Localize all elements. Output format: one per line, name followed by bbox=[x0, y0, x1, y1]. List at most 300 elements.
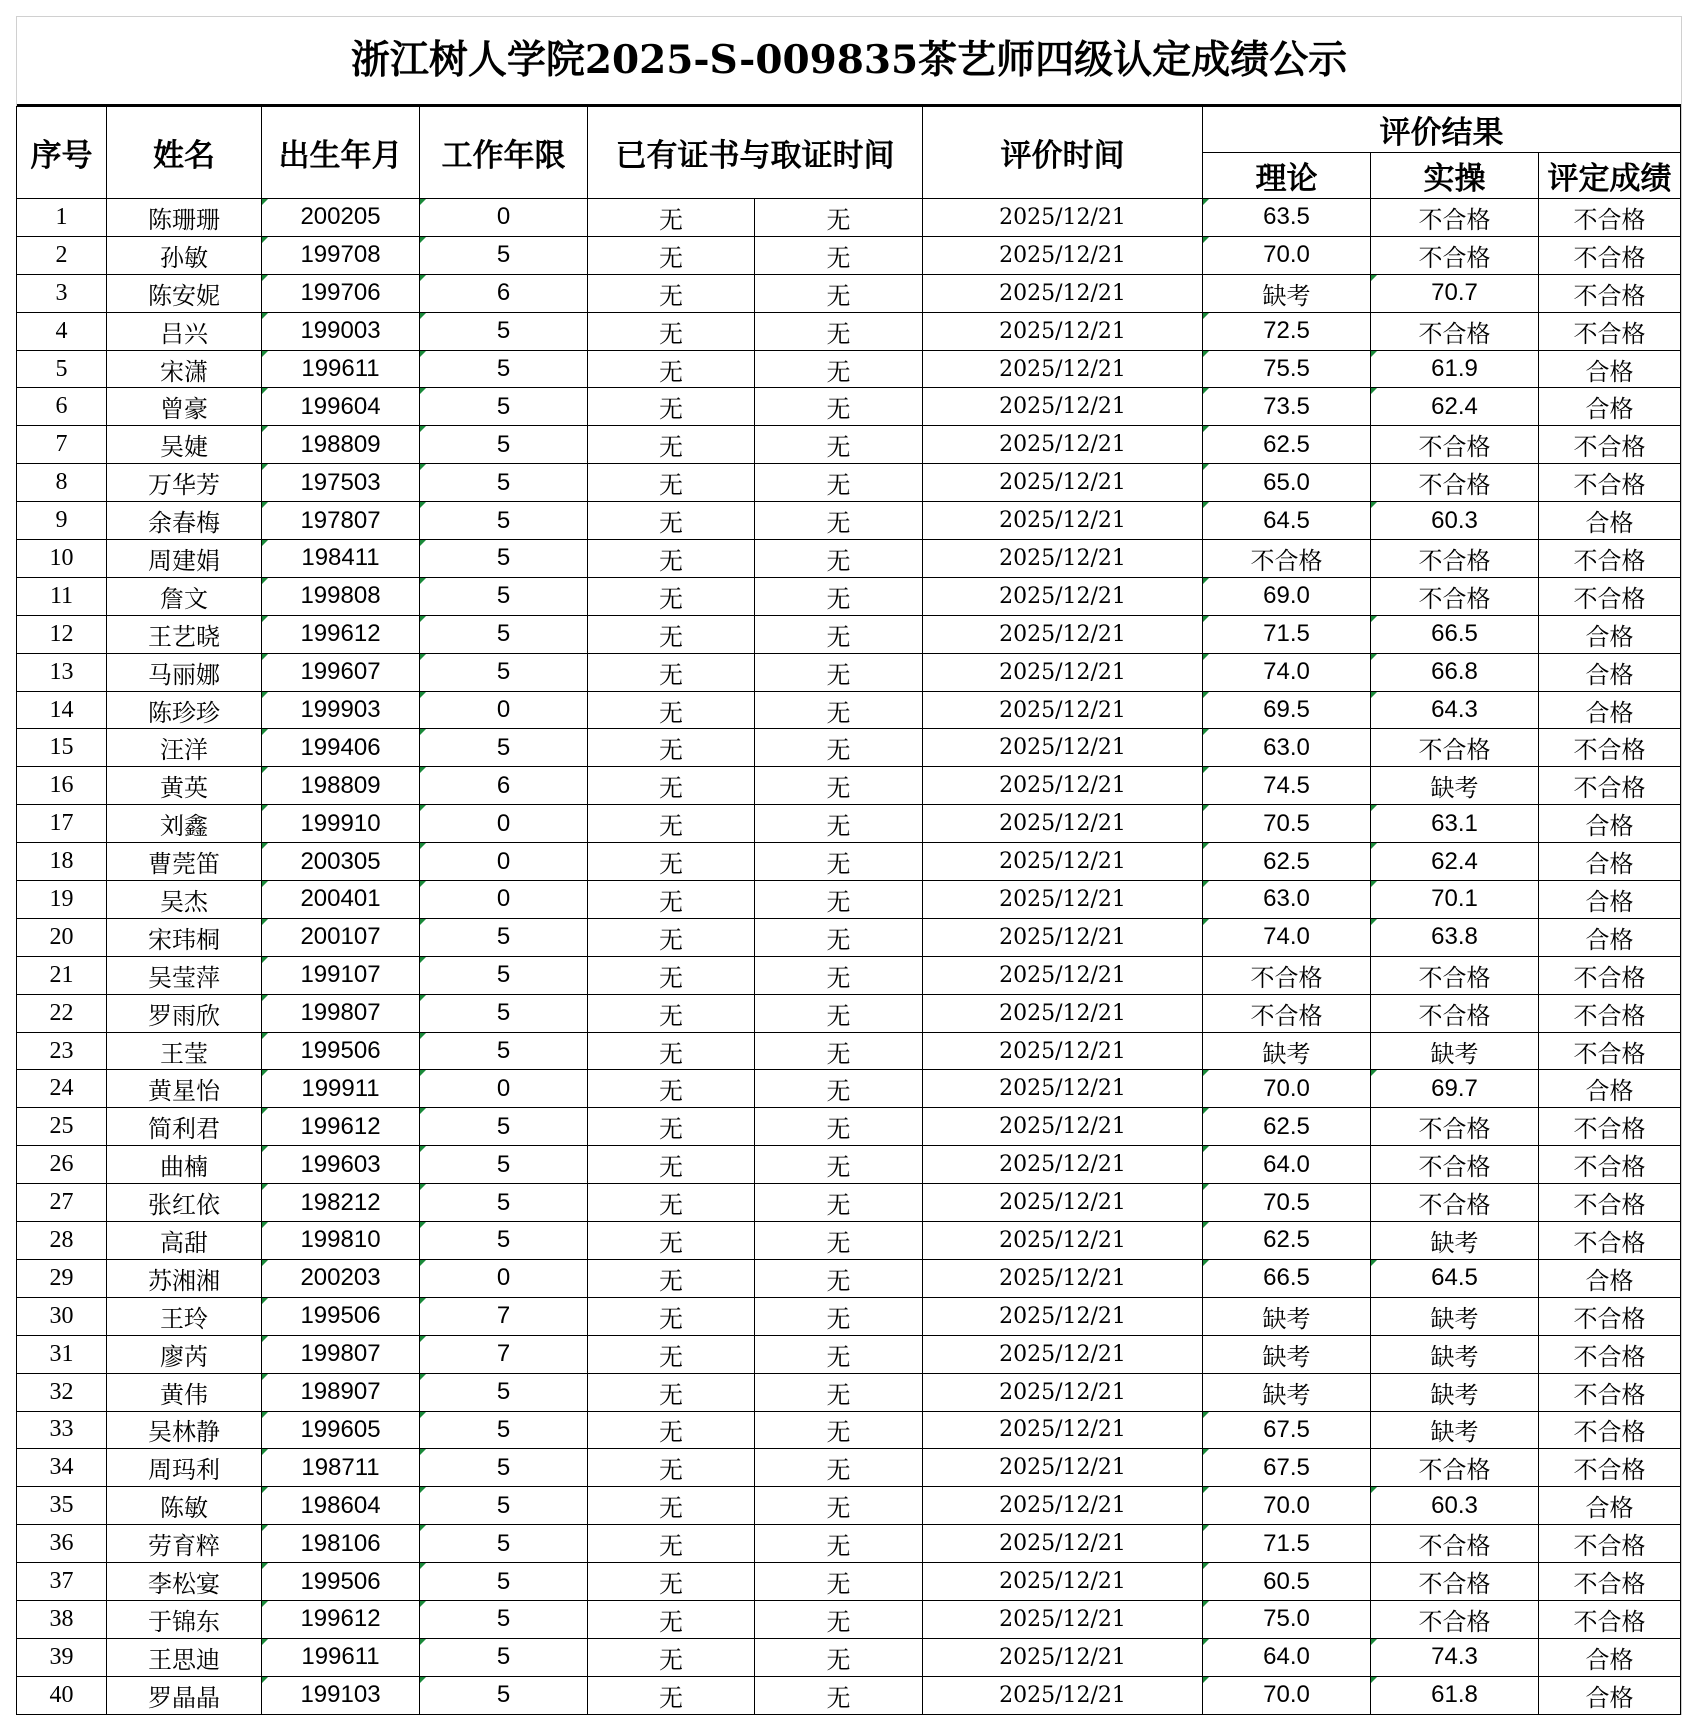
cell-final[interactable]: 合格 bbox=[1539, 691, 1681, 729]
cell-theory[interactable]: 62.5 bbox=[1203, 843, 1371, 881]
cell-certificate[interactable]: 无 bbox=[588, 1335, 755, 1373]
cell-final[interactable]: 不合格 bbox=[1539, 464, 1681, 502]
cell-eval-date[interactable]: 2025/12/21 bbox=[923, 274, 1203, 312]
cell-seq[interactable]: 11 bbox=[17, 577, 107, 615]
cell-work-years[interactable]: 7 bbox=[420, 1335, 588, 1373]
cell-certificate[interactable]: 无 bbox=[588, 729, 755, 767]
cell-birth[interactable]: 199605 bbox=[262, 1411, 420, 1449]
cell-seq[interactable]: 19 bbox=[17, 881, 107, 919]
cell-theory[interactable]: 74.5 bbox=[1203, 767, 1371, 805]
cell-name[interactable]: 万华芳 bbox=[107, 464, 262, 502]
cell-practice[interactable]: 不合格 bbox=[1371, 1563, 1539, 1601]
cell-certificate-time[interactable]: 无 bbox=[755, 1676, 923, 1714]
cell-birth[interactable]: 197503 bbox=[262, 464, 420, 502]
cell-certificate[interactable]: 无 bbox=[588, 1032, 755, 1070]
cell-certificate-time[interactable]: 无 bbox=[755, 1070, 923, 1108]
cell-work-years[interactable]: 5 bbox=[420, 1411, 588, 1449]
table-row[interactable] bbox=[17, 1373, 1681, 1411]
table-row[interactable] bbox=[17, 956, 1681, 994]
cell-seq[interactable]: 2 bbox=[17, 236, 107, 274]
cell-name[interactable]: 孙敏 bbox=[107, 236, 262, 274]
cell-seq[interactable]: 17 bbox=[17, 805, 107, 843]
cell-final[interactable]: 不合格 bbox=[1539, 1032, 1681, 1070]
cell-theory[interactable]: 62.5 bbox=[1203, 1108, 1371, 1146]
cell-name[interactable]: 宋玮桐 bbox=[107, 918, 262, 956]
cell-certificate[interactable]: 无 bbox=[588, 767, 755, 805]
cell-work-years[interactable]: 5 bbox=[420, 577, 588, 615]
cell-final[interactable]: 不合格 bbox=[1539, 1297, 1681, 1335]
table-row[interactable] bbox=[17, 1676, 1681, 1714]
cell-work-years[interactable]: 5 bbox=[420, 1184, 588, 1222]
cell-certificate[interactable]: 无 bbox=[588, 426, 755, 464]
cell-name[interactable]: 余春梅 bbox=[107, 502, 262, 540]
table-row[interactable] bbox=[17, 653, 1681, 691]
cell-name[interactable]: 陈敏 bbox=[107, 1487, 262, 1525]
cell-theory[interactable]: 71.5 bbox=[1203, 615, 1371, 653]
cell-certificate-time[interactable]: 无 bbox=[755, 350, 923, 388]
cell-work-years[interactable]: 5 bbox=[420, 956, 588, 994]
cell-certificate-time[interactable]: 无 bbox=[755, 729, 923, 767]
cell-certificate[interactable]: 无 bbox=[588, 1563, 755, 1601]
cell-seq[interactable]: 9 bbox=[17, 502, 107, 540]
cell-birth[interactable]: 199706 bbox=[262, 274, 420, 312]
cell-eval-date[interactable]: 2025/12/21 bbox=[923, 502, 1203, 540]
cell-theory[interactable]: 缺考 bbox=[1203, 1032, 1371, 1070]
cell-birth[interactable]: 199406 bbox=[262, 729, 420, 767]
cell-practice[interactable]: 61.9 bbox=[1371, 350, 1539, 388]
cell-eval-date[interactable]: 2025/12/21 bbox=[923, 1032, 1203, 1070]
cell-certificate[interactable]: 无 bbox=[588, 691, 755, 729]
cell-eval-date[interactable]: 2025/12/21 bbox=[923, 1222, 1203, 1260]
cell-certificate[interactable]: 无 bbox=[588, 502, 755, 540]
cell-work-years[interactable]: 5 bbox=[420, 1600, 588, 1638]
cell-certificate-time[interactable]: 无 bbox=[755, 691, 923, 729]
cell-eval-date[interactable]: 2025/12/21 bbox=[923, 199, 1203, 237]
table-row[interactable] bbox=[17, 1638, 1681, 1676]
cell-theory[interactable]: 70.0 bbox=[1203, 236, 1371, 274]
cell-birth[interactable]: 199807 bbox=[262, 994, 420, 1032]
cell-name[interactable]: 于锦东 bbox=[107, 1600, 262, 1638]
cell-eval-date[interactable]: 2025/12/21 bbox=[923, 1676, 1203, 1714]
cell-certificate-time[interactable]: 无 bbox=[755, 236, 923, 274]
cell-eval-date[interactable]: 2025/12/21 bbox=[923, 956, 1203, 994]
cell-birth[interactable]: 198907 bbox=[262, 1373, 420, 1411]
cell-theory[interactable]: 70.0 bbox=[1203, 1070, 1371, 1108]
cell-eval-date[interactable]: 2025/12/21 bbox=[923, 653, 1203, 691]
cell-practice[interactable]: 66.8 bbox=[1371, 653, 1539, 691]
cell-final[interactable]: 合格 bbox=[1539, 388, 1681, 426]
cell-practice[interactable]: 缺考 bbox=[1371, 1411, 1539, 1449]
cell-certificate[interactable]: 无 bbox=[588, 1222, 755, 1260]
cell-practice[interactable]: 不合格 bbox=[1371, 994, 1539, 1032]
cell-final[interactable]: 不合格 bbox=[1539, 729, 1681, 767]
cell-final[interactable]: 不合格 bbox=[1539, 767, 1681, 805]
cell-birth[interactable]: 198106 bbox=[262, 1525, 420, 1563]
cell-work-years[interactable]: 0 bbox=[420, 843, 588, 881]
cell-final[interactable]: 合格 bbox=[1539, 918, 1681, 956]
cell-eval-date[interactable]: 2025/12/21 bbox=[923, 464, 1203, 502]
cell-seq[interactable]: 6 bbox=[17, 388, 107, 426]
cell-seq[interactable]: 39 bbox=[17, 1638, 107, 1676]
cell-name[interactable]: 曹莞笛 bbox=[107, 843, 262, 881]
cell-seq[interactable]: 29 bbox=[17, 1259, 107, 1297]
header-name[interactable]: 姓名 bbox=[107, 107, 262, 199]
cell-work-years[interactable]: 5 bbox=[420, 994, 588, 1032]
cell-certificate-time[interactable]: 无 bbox=[755, 1525, 923, 1563]
cell-final[interactable]: 不合格 bbox=[1539, 994, 1681, 1032]
cell-certificate-time[interactable]: 无 bbox=[755, 1335, 923, 1373]
cell-practice[interactable]: 66.5 bbox=[1371, 615, 1539, 653]
table-row[interactable] bbox=[17, 1070, 1681, 1108]
cell-eval-date[interactable]: 2025/12/21 bbox=[923, 994, 1203, 1032]
cell-certificate[interactable]: 无 bbox=[588, 843, 755, 881]
table-row[interactable] bbox=[17, 1297, 1681, 1335]
cell-eval-date[interactable]: 2025/12/21 bbox=[923, 388, 1203, 426]
cell-practice[interactable]: 不合格 bbox=[1371, 540, 1539, 578]
cell-certificate-time[interactable]: 无 bbox=[755, 1600, 923, 1638]
cell-final[interactable]: 不合格 bbox=[1539, 1411, 1681, 1449]
cell-birth[interactable]: 199003 bbox=[262, 312, 420, 350]
cell-practice[interactable]: 不合格 bbox=[1371, 1146, 1539, 1184]
cell-theory[interactable]: 缺考 bbox=[1203, 1297, 1371, 1335]
cell-final[interactable]: 不合格 bbox=[1539, 956, 1681, 994]
cell-certificate[interactable]: 无 bbox=[588, 1525, 755, 1563]
table-row[interactable] bbox=[17, 274, 1681, 312]
cell-practice[interactable]: 不合格 bbox=[1371, 1184, 1539, 1222]
cell-certificate[interactable]: 无 bbox=[588, 1108, 755, 1146]
cell-seq[interactable]: 34 bbox=[17, 1449, 107, 1487]
cell-work-years[interactable]: 0 bbox=[420, 881, 588, 919]
cell-work-years[interactable]: 5 bbox=[420, 502, 588, 540]
cell-name[interactable]: 吴林静 bbox=[107, 1411, 262, 1449]
cell-theory[interactable]: 65.0 bbox=[1203, 464, 1371, 502]
cell-practice[interactable]: 60.3 bbox=[1371, 502, 1539, 540]
cell-certificate[interactable]: 无 bbox=[588, 1676, 755, 1714]
table-row[interactable] bbox=[17, 881, 1681, 919]
cell-work-years[interactable]: 5 bbox=[420, 312, 588, 350]
cell-eval-date[interactable]: 2025/12/21 bbox=[923, 1146, 1203, 1184]
table-row[interactable] bbox=[17, 1146, 1681, 1184]
cell-practice[interactable]: 不合格 bbox=[1371, 1108, 1539, 1146]
cell-name[interactable]: 廖芮 bbox=[107, 1335, 262, 1373]
cell-name[interactable]: 黄星怡 bbox=[107, 1070, 262, 1108]
cell-certificate-time[interactable]: 无 bbox=[755, 805, 923, 843]
cell-birth[interactable]: 198411 bbox=[262, 540, 420, 578]
cell-eval-date[interactable]: 2025/12/21 bbox=[923, 1600, 1203, 1638]
cell-work-years[interactable]: 5 bbox=[420, 426, 588, 464]
cell-birth[interactable]: 198809 bbox=[262, 426, 420, 464]
table-row[interactable] bbox=[17, 1449, 1681, 1487]
cell-name[interactable]: 陈安妮 bbox=[107, 274, 262, 312]
table-row[interactable] bbox=[17, 577, 1681, 615]
cell-eval-date[interactable]: 2025/12/21 bbox=[923, 691, 1203, 729]
cell-work-years[interactable]: 5 bbox=[420, 1449, 588, 1487]
cell-practice[interactable]: 不合格 bbox=[1371, 426, 1539, 464]
cell-theory[interactable]: 缺考 bbox=[1203, 1373, 1371, 1411]
cell-certificate-time[interactable]: 无 bbox=[755, 767, 923, 805]
cell-certificate[interactable]: 无 bbox=[588, 1297, 755, 1335]
cell-name[interactable]: 曾豪 bbox=[107, 388, 262, 426]
cell-certificate[interactable]: 无 bbox=[588, 540, 755, 578]
cell-eval-date[interactable]: 2025/12/21 bbox=[923, 805, 1203, 843]
cell-theory[interactable]: 66.5 bbox=[1203, 1259, 1371, 1297]
cell-work-years[interactable]: 5 bbox=[420, 1146, 588, 1184]
table-row[interactable] bbox=[17, 843, 1681, 881]
cell-theory[interactable]: 63.0 bbox=[1203, 881, 1371, 919]
cell-work-years[interactable]: 0 bbox=[420, 691, 588, 729]
cell-certificate-time[interactable]: 无 bbox=[755, 388, 923, 426]
cell-seq[interactable]: 32 bbox=[17, 1373, 107, 1411]
cell-certificate-time[interactable]: 无 bbox=[755, 956, 923, 994]
cell-certificate[interactable]: 无 bbox=[588, 464, 755, 502]
cell-birth[interactable]: 198711 bbox=[262, 1449, 420, 1487]
cell-certificate[interactable]: 无 bbox=[588, 1184, 755, 1222]
header-certificate[interactable]: 已有证书与取证时间 bbox=[588, 107, 923, 199]
cell-name[interactable]: 周玛利 bbox=[107, 1449, 262, 1487]
cell-certificate[interactable]: 无 bbox=[588, 312, 755, 350]
cell-birth[interactable]: 200305 bbox=[262, 843, 420, 881]
table-row[interactable] bbox=[17, 767, 1681, 805]
cell-birth[interactable]: 199611 bbox=[262, 350, 420, 388]
cell-eval-date[interactable]: 2025/12/21 bbox=[923, 1525, 1203, 1563]
header-final[interactable]: 评定成绩 bbox=[1539, 153, 1681, 199]
cell-practice[interactable]: 不合格 bbox=[1371, 1449, 1539, 1487]
cell-seq[interactable]: 20 bbox=[17, 918, 107, 956]
cell-certificate-time[interactable]: 无 bbox=[755, 994, 923, 1032]
cell-certificate[interactable]: 无 bbox=[588, 1449, 755, 1487]
table-row[interactable] bbox=[17, 729, 1681, 767]
table-row[interactable] bbox=[17, 691, 1681, 729]
cell-practice[interactable]: 69.7 bbox=[1371, 1070, 1539, 1108]
cell-practice[interactable]: 70.7 bbox=[1371, 274, 1539, 312]
cell-birth[interactable]: 199903 bbox=[262, 691, 420, 729]
cell-seq[interactable]: 18 bbox=[17, 843, 107, 881]
cell-birth[interactable]: 199506 bbox=[262, 1297, 420, 1335]
cell-birth[interactable]: 199603 bbox=[262, 1146, 420, 1184]
cell-theory[interactable]: 67.5 bbox=[1203, 1449, 1371, 1487]
cell-final[interactable]: 合格 bbox=[1539, 1259, 1681, 1297]
cell-work-years[interactable]: 6 bbox=[420, 767, 588, 805]
cell-work-years[interactable]: 5 bbox=[420, 615, 588, 653]
table-row[interactable] bbox=[17, 1525, 1681, 1563]
cell-final[interactable]: 不合格 bbox=[1539, 577, 1681, 615]
cell-eval-date[interactable]: 2025/12/21 bbox=[923, 615, 1203, 653]
cell-name[interactable]: 周建娟 bbox=[107, 540, 262, 578]
cell-practice[interactable]: 不合格 bbox=[1371, 729, 1539, 767]
cell-eval-date[interactable]: 2025/12/21 bbox=[923, 729, 1203, 767]
cell-seq[interactable]: 16 bbox=[17, 767, 107, 805]
cell-certificate-time[interactable]: 无 bbox=[755, 502, 923, 540]
cell-practice[interactable]: 63.8 bbox=[1371, 918, 1539, 956]
cell-eval-date[interactable]: 2025/12/21 bbox=[923, 426, 1203, 464]
cell-work-years[interactable]: 5 bbox=[420, 388, 588, 426]
cell-theory[interactable]: 70.5 bbox=[1203, 1184, 1371, 1222]
cell-work-years[interactable]: 0 bbox=[420, 199, 588, 237]
cell-name[interactable]: 王玲 bbox=[107, 1297, 262, 1335]
cell-certificate[interactable]: 无 bbox=[588, 274, 755, 312]
cell-certificate[interactable]: 无 bbox=[588, 577, 755, 615]
cell-practice[interactable]: 不合格 bbox=[1371, 312, 1539, 350]
cell-theory[interactable]: 64.5 bbox=[1203, 502, 1371, 540]
cell-work-years[interactable]: 5 bbox=[420, 1638, 588, 1676]
cell-name[interactable]: 罗晶晶 bbox=[107, 1676, 262, 1714]
cell-certificate-time[interactable]: 无 bbox=[755, 1373, 923, 1411]
cell-birth[interactable]: 200205 bbox=[262, 199, 420, 237]
cell-eval-date[interactable]: 2025/12/21 bbox=[923, 881, 1203, 919]
cell-certificate[interactable]: 无 bbox=[588, 1638, 755, 1676]
cell-name[interactable]: 王艺晓 bbox=[107, 615, 262, 653]
cell-name[interactable]: 汪洋 bbox=[107, 729, 262, 767]
cell-final[interactable]: 合格 bbox=[1539, 843, 1681, 881]
cell-theory[interactable]: 75.5 bbox=[1203, 350, 1371, 388]
cell-eval-date[interactable]: 2025/12/21 bbox=[923, 350, 1203, 388]
cell-theory[interactable]: 62.5 bbox=[1203, 1222, 1371, 1260]
cell-practice[interactable]: 不合格 bbox=[1371, 577, 1539, 615]
cell-work-years[interactable]: 0 bbox=[420, 1070, 588, 1108]
cell-certificate[interactable]: 无 bbox=[588, 881, 755, 919]
cell-certificate-time[interactable]: 无 bbox=[755, 1146, 923, 1184]
cell-final[interactable]: 合格 bbox=[1539, 881, 1681, 919]
cell-seq[interactable]: 30 bbox=[17, 1297, 107, 1335]
cell-eval-date[interactable]: 2025/12/21 bbox=[923, 1108, 1203, 1146]
cell-birth[interactable]: 200203 bbox=[262, 1259, 420, 1297]
table-row[interactable] bbox=[17, 1222, 1681, 1260]
cell-seq[interactable]: 28 bbox=[17, 1222, 107, 1260]
cell-practice[interactable]: 70.1 bbox=[1371, 881, 1539, 919]
cell-work-years[interactable]: 6 bbox=[420, 274, 588, 312]
cell-name[interactable]: 吴杰 bbox=[107, 881, 262, 919]
cell-certificate-time[interactable]: 无 bbox=[755, 1563, 923, 1601]
cell-work-years[interactable]: 5 bbox=[420, 464, 588, 502]
cell-work-years[interactable]: 5 bbox=[420, 1563, 588, 1601]
cell-certificate[interactable]: 无 bbox=[588, 1373, 755, 1411]
cell-theory[interactable]: 74.0 bbox=[1203, 653, 1371, 691]
cell-certificate[interactable]: 无 bbox=[588, 805, 755, 843]
cell-practice[interactable]: 62.4 bbox=[1371, 843, 1539, 881]
cell-name[interactable]: 李松宴 bbox=[107, 1563, 262, 1601]
cell-certificate-time[interactable]: 无 bbox=[755, 1487, 923, 1525]
cell-practice[interactable]: 缺考 bbox=[1371, 1032, 1539, 1070]
cell-certificate[interactable]: 无 bbox=[588, 388, 755, 426]
cell-seq[interactable]: 15 bbox=[17, 729, 107, 767]
cell-name[interactable]: 黄伟 bbox=[107, 1373, 262, 1411]
table-row[interactable] bbox=[17, 464, 1681, 502]
cell-seq[interactable]: 21 bbox=[17, 956, 107, 994]
cell-name[interactable]: 王思迪 bbox=[107, 1638, 262, 1676]
cell-final[interactable]: 合格 bbox=[1539, 615, 1681, 653]
table-row[interactable] bbox=[17, 1032, 1681, 1070]
cell-name[interactable]: 吕兴 bbox=[107, 312, 262, 350]
cell-theory[interactable]: 74.0 bbox=[1203, 918, 1371, 956]
cell-birth[interactable]: 199911 bbox=[262, 1070, 420, 1108]
cell-practice[interactable]: 不合格 bbox=[1371, 956, 1539, 994]
table-row[interactable] bbox=[17, 236, 1681, 274]
cell-seq[interactable]: 5 bbox=[17, 350, 107, 388]
cell-certificate-time[interactable]: 无 bbox=[755, 540, 923, 578]
cell-theory[interactable]: 不合格 bbox=[1203, 994, 1371, 1032]
cell-seq[interactable]: 35 bbox=[17, 1487, 107, 1525]
cell-birth[interactable]: 198809 bbox=[262, 767, 420, 805]
cell-work-years[interactable]: 5 bbox=[420, 918, 588, 956]
cell-practice[interactable]: 缺考 bbox=[1371, 1297, 1539, 1335]
cell-seq[interactable]: 33 bbox=[17, 1411, 107, 1449]
table-row[interactable] bbox=[17, 1259, 1681, 1297]
cell-certificate[interactable]: 无 bbox=[588, 1411, 755, 1449]
cell-theory[interactable]: 不合格 bbox=[1203, 540, 1371, 578]
cell-final[interactable]: 合格 bbox=[1539, 1638, 1681, 1676]
cell-name[interactable]: 曲楠 bbox=[107, 1146, 262, 1184]
table-row[interactable] bbox=[17, 1335, 1681, 1373]
cell-certificate-time[interactable]: 无 bbox=[755, 464, 923, 502]
cell-eval-date[interactable]: 2025/12/21 bbox=[923, 1638, 1203, 1676]
header-birth[interactable]: 出生年月 bbox=[262, 107, 420, 199]
header-practice[interactable]: 实操 bbox=[1371, 153, 1539, 199]
cell-seq[interactable]: 4 bbox=[17, 312, 107, 350]
cell-eval-date[interactable]: 2025/12/21 bbox=[923, 1373, 1203, 1411]
cell-certificate-time[interactable]: 无 bbox=[755, 1108, 923, 1146]
table-row[interactable] bbox=[17, 350, 1681, 388]
cell-eval-date[interactable]: 2025/12/21 bbox=[923, 1563, 1203, 1601]
cell-name[interactable]: 陈珊珊 bbox=[107, 199, 262, 237]
cell-seq[interactable]: 22 bbox=[17, 994, 107, 1032]
cell-practice[interactable]: 缺考 bbox=[1371, 1222, 1539, 1260]
table-row[interactable] bbox=[17, 426, 1681, 464]
cell-certificate[interactable]: 无 bbox=[588, 236, 755, 274]
cell-practice[interactable]: 62.4 bbox=[1371, 388, 1539, 426]
table-row[interactable] bbox=[17, 805, 1681, 843]
cell-eval-date[interactable]: 2025/12/21 bbox=[923, 236, 1203, 274]
cell-work-years[interactable]: 5 bbox=[420, 1525, 588, 1563]
cell-theory[interactable]: 70.0 bbox=[1203, 1676, 1371, 1714]
cell-birth[interactable]: 199107 bbox=[262, 956, 420, 994]
cell-seq[interactable]: 24 bbox=[17, 1070, 107, 1108]
cell-birth[interactable]: 199612 bbox=[262, 1600, 420, 1638]
cell-final[interactable]: 不合格 bbox=[1539, 426, 1681, 464]
cell-certificate-time[interactable]: 无 bbox=[755, 653, 923, 691]
cell-seq[interactable]: 31 bbox=[17, 1335, 107, 1373]
cell-seq[interactable]: 23 bbox=[17, 1032, 107, 1070]
cell-eval-date[interactable]: 2025/12/21 bbox=[923, 1184, 1203, 1222]
cell-name[interactable]: 黄英 bbox=[107, 767, 262, 805]
cell-certificate[interactable]: 无 bbox=[588, 918, 755, 956]
cell-final[interactable]: 合格 bbox=[1539, 805, 1681, 843]
cell-final[interactable]: 不合格 bbox=[1539, 1373, 1681, 1411]
cell-certificate-time[interactable]: 无 bbox=[755, 1184, 923, 1222]
cell-certificate-time[interactable]: 无 bbox=[755, 577, 923, 615]
table-row[interactable] bbox=[17, 1600, 1681, 1638]
cell-eval-date[interactable]: 2025/12/21 bbox=[923, 1297, 1203, 1335]
cell-work-years[interactable]: 5 bbox=[420, 1373, 588, 1411]
cell-eval-date[interactable]: 2025/12/21 bbox=[923, 1411, 1203, 1449]
cell-work-years[interactable]: 5 bbox=[420, 729, 588, 767]
cell-final[interactable]: 合格 bbox=[1539, 1070, 1681, 1108]
cell-certificate[interactable]: 无 bbox=[588, 1600, 755, 1638]
cell-work-years[interactable]: 5 bbox=[420, 1032, 588, 1070]
cell-birth[interactable]: 200107 bbox=[262, 918, 420, 956]
cell-certificate-time[interactable]: 无 bbox=[755, 274, 923, 312]
cell-birth[interactable]: 199607 bbox=[262, 653, 420, 691]
cell-practice[interactable]: 缺考 bbox=[1371, 1373, 1539, 1411]
cell-eval-date[interactable]: 2025/12/21 bbox=[923, 1335, 1203, 1373]
header-theory[interactable]: 理论 bbox=[1203, 153, 1371, 199]
cell-certificate[interactable]: 无 bbox=[588, 1487, 755, 1525]
cell-birth[interactable]: 199808 bbox=[262, 577, 420, 615]
cell-theory[interactable]: 64.0 bbox=[1203, 1638, 1371, 1676]
cell-certificate[interactable]: 无 bbox=[588, 956, 755, 994]
cell-birth[interactable]: 197807 bbox=[262, 502, 420, 540]
cell-work-years[interactable]: 5 bbox=[420, 350, 588, 388]
cell-seq[interactable]: 40 bbox=[17, 1676, 107, 1714]
